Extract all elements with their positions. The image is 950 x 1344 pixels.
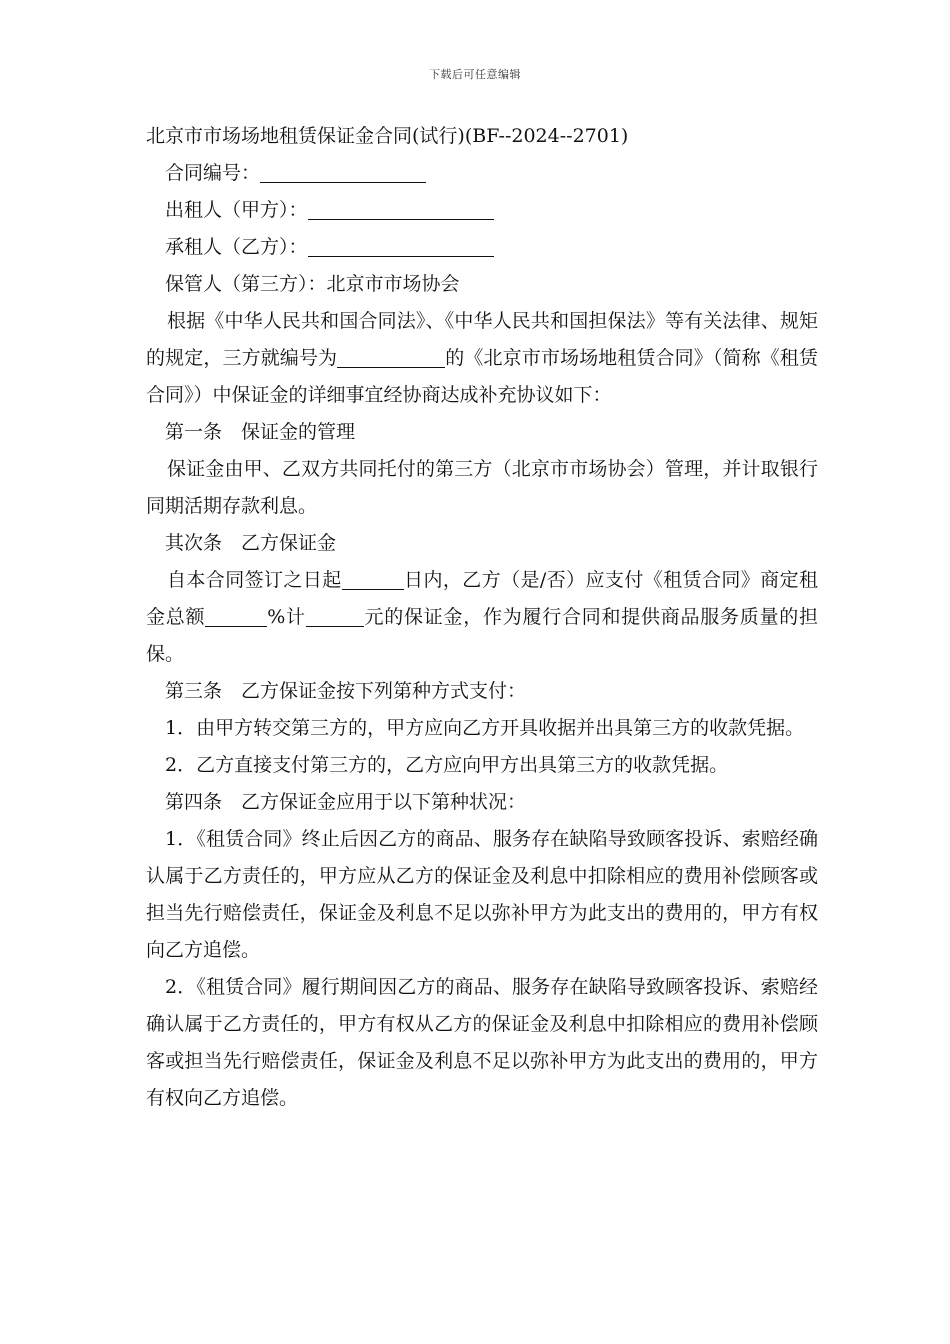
lessee-blank[interactable] bbox=[308, 234, 494, 257]
page-header: 下载后可任意编辑 bbox=[429, 68, 521, 81]
article2-text-4: 元的保证金，作为履行合同和提供商品服务质量的担保。 bbox=[146, 606, 818, 665]
lessee-label: 承租人（乙方）： bbox=[165, 236, 308, 258]
preamble-text-1: 根据《中华人民共和国合同法》、《中华人民共和国担保法》等有关法律、规矩的规定，三方就编号为 bbox=[146, 310, 818, 369]
contract-number-label: 合同编号： bbox=[165, 162, 261, 184]
lessor-blank[interactable] bbox=[308, 197, 494, 220]
article4-heading: 第四条 乙方保证金应用于以下第种状况： bbox=[165, 791, 527, 813]
article4-item2: 2．《租赁合同》履行期间因乙方的商品、服务存在缺陷导致顾客投诉、索赔经确认属于乙方责任的，甲方有权从乙方的保证金及利息中扣除相应的费用补偿顾客或担当先行赔偿责任，保证金及利息不足以弥补甲方为此支出的费用的，甲方有权向乙方追偿。 bbox=[146, 976, 818, 1109]
custodian-line: 保管人（第三方）：北京市市场协会 bbox=[165, 273, 460, 295]
article2-text-1: 自本合同签订之日起 bbox=[167, 569, 342, 591]
article2-text-3: %计 bbox=[267, 606, 306, 628]
article3-item2: 2．乙方直接支付第三方的，乙方应向甲方出具第三方的收款凭据。 bbox=[165, 754, 729, 776]
days-blank[interactable] bbox=[342, 567, 404, 590]
article1-text: 保证金由甲、乙双方共同托付的第三方（北京市市场协会）管理，并计取银行同期活期存款利息。 bbox=[146, 458, 818, 517]
contract-number-line bbox=[146, 155, 818, 192]
article3-heading: 第三条 乙方保证金按下列第种方式支付： bbox=[165, 680, 527, 702]
article1-heading: 第一条 保证金的管理 bbox=[165, 421, 356, 443]
lessee-line bbox=[146, 229, 818, 266]
article2-text-2: 日内，乙方（是/否）应支付《租赁合同》商定租金总额 bbox=[146, 569, 818, 628]
lessor-label: 出租人（甲方）： bbox=[165, 199, 308, 221]
article2-paragraph bbox=[146, 562, 818, 673]
article2-heading: 其次条 乙方保证金 bbox=[165, 532, 337, 554]
lease-contract-number-blank[interactable] bbox=[337, 345, 445, 368]
lessor-line bbox=[146, 192, 818, 229]
article4-item1: 1．《租赁合同》终止后因乙方的商品、服务存在缺陷导致顾客投诉、索赔经确认属于乙方责任的，甲方应从乙方的保证金及利息中扣除相应的费用补偿顾客或担当先行赔偿责任，保证金及利息不足以弥补甲方为此支出的费用的，甲方有权向乙方追偿。 bbox=[146, 828, 818, 961]
contract-number-blank[interactable] bbox=[260, 160, 426, 183]
contract-body bbox=[146, 118, 818, 1117]
preamble-text-2: 的《北京市市场场地租赁合同》（简称《租赁合同》）中保证金的详细事宜经协商达成补充协议如下： bbox=[146, 347, 818, 406]
percent-blank[interactable] bbox=[205, 604, 267, 627]
contract-title: 北京市市场场地租赁保证金合同(试行)(BF--2024--2701) bbox=[146, 125, 629, 147]
preamble-paragraph bbox=[146, 303, 818, 414]
amount-blank[interactable] bbox=[306, 604, 364, 627]
article3-item1: 1．由甲方转交第三方的，甲方应向乙方开具收据并出具第三方的收款凭据。 bbox=[165, 717, 805, 739]
